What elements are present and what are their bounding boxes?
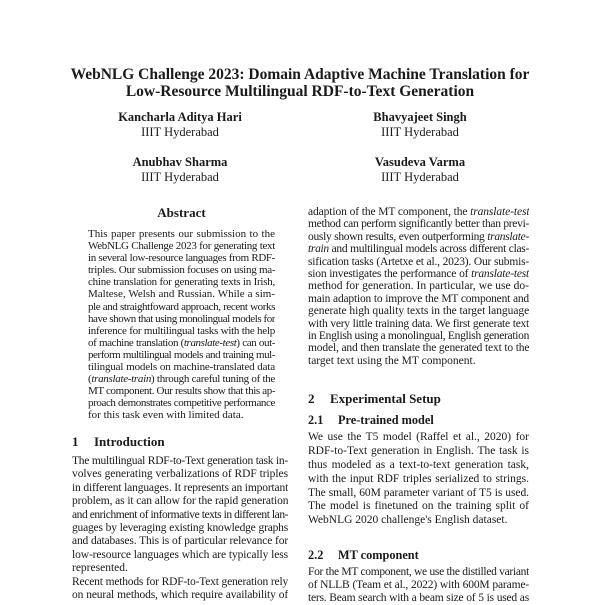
text-line: model, and then translate the generated text to the [308,342,529,355]
subsection-title: MT component [338,548,419,562]
paper-title-line-1: WebNLG Challenge 2023: Domain Adaptive Machine Translation for [70,66,530,83]
text-line: and databases. This is of particular relevance for [72,535,288,548]
section-title: Experimental Setup [330,391,441,406]
text-segment: sion investigates the performance of [308,267,472,280]
text-line: sification tasks (Artetxe et al., 2023). Our submis- [308,255,529,268]
text-line: in English using a monolingual, English generation [308,329,529,342]
italic-term: translate-test [183,336,237,349]
text-line [88,373,275,385]
subsection-title: Pre-trained model [338,413,434,427]
text-line: target text using the MT component. [308,354,476,367]
text-line: thus modeled as a text-to-text generation task, [308,458,529,471]
subsection-number: 2.1 [308,413,324,427]
text-line: with very little training data. We first generate text [308,317,529,330]
text-line [308,243,529,255]
text-line: method can perform significantly better than previ- [308,218,529,231]
text-line: triples. Our submission focuses on using ma- [88,264,275,277]
right-column-intro-continued [308,206,529,367]
text-segment: ( [88,373,92,386]
text-line: represented. [72,562,128,575]
text-line: method for generation. In particular, we use do- [308,280,529,293]
text-line: volves generating verbalizations of RDF triples [72,468,288,481]
intro-body [72,455,288,602]
text-line: for this task even with limited data. [88,409,244,422]
author-affiliation: IIIT Hyderabad [141,125,219,139]
text-line: of NLLB (Team et al., 2022) with 600M parame- [308,579,529,591]
section-2-2-body [308,566,529,605]
text-line: This paper presents our submission to the [88,228,275,240]
text-line: generate high quality texts in the target language [308,305,529,318]
text-line: in several low-resource languages from RDF- [88,252,275,265]
italic-term: translate-test [470,206,529,218]
text-segment: ) through careful tuning of the [151,373,275,386]
text-line: problem, as it can allow for the rapid generation [72,495,288,508]
text-line: chine translation for generating texts in Irish, [88,276,275,289]
subsection-number: 2.2 [308,548,324,562]
author-2 [300,110,540,140]
text-line [88,337,275,349]
author-affiliation: IIIT Hyderabad [141,170,219,184]
text-line: low-resource languages which are typically less [72,548,288,561]
text-line: WebNLG 2020 challenge's English dataset. [308,514,508,527]
text-line: tilingual models on machine-translated data [88,361,275,374]
section-number: 2 [308,391,315,406]
section-title: Introduction [94,434,165,449]
text-line: For the MT component, we use the distilled variant [308,566,529,578]
text-line: ters. Beam search with a beam size of 5 is used as [308,592,529,604]
text-line: perform multilingual models and training mul- [88,348,275,361]
text-line: with the input RDF triples serialized to strings. [308,472,529,485]
text-line: proach demonstrates competitive performance [88,397,275,410]
text-line: WebNLG Challenge 2023 for generating text [88,240,275,253]
text-line: main adaption to improve the MT component and [308,292,529,305]
text-segment: adaption of the MT component, the [308,206,471,218]
author-affiliation: IIIT Hyderabad [381,170,459,184]
author-name: Vasudeva Varma [374,155,466,169]
text-line [308,231,529,243]
text-segment: and multilingual models across different clas- [328,243,529,256]
text-line: have shown that using monolingual models for [88,312,275,325]
text-line [308,206,529,218]
text-line: The small, 60M parameter variant of T5 is used. [308,486,529,499]
section-2-2-heading [308,548,419,563]
text-segment: ously shown results, even outperforming [308,230,488,243]
text-line: We use the T5 model (Raffel et al., 2020) for [308,431,529,443]
abstract-heading: Abstract [157,205,206,220]
text-line [308,268,529,280]
text-line: Maltese, Welsh and Russian. While a sim- [88,288,275,301]
text-line: RDF-to-Text generation in English. The task is [308,444,529,457]
intro-heading [72,434,165,449]
text-line: and enrichment of informative texts in different lan- [72,508,288,521]
author-1 [60,110,300,140]
text-line: guages by leveraging existing knowledge graphs [72,521,288,534]
text-line: ple and straightfoward approach, recent works [88,300,275,313]
section-2-1-body [308,431,529,528]
text-line: inference for multilingual tasks with the help [88,324,275,337]
author-3 [60,155,300,185]
italic-term: translate-train [91,373,152,386]
text-line: MT component. Our results show that this ap- [88,385,275,398]
text-line: in different languages. It represents an important [72,481,288,494]
paper-title-line-2: Low-Resource Multilingual RDF-to-Text Generation [125,83,475,100]
text-line: on neural methods, which require availability of [72,588,288,601]
section-2-1-heading [308,413,434,428]
author-4 [300,155,540,185]
author-name: Anubhav Sharma [132,155,228,169]
abstract-body [88,228,275,422]
author-name: Kancharla Aditya Hari [118,110,242,124]
text-line: Recent methods for RDF-to-Text generation rely [72,575,288,588]
italic-term: translate- [487,230,529,243]
section-2-heading [308,391,441,406]
text-segment: of machine translation ( [88,336,184,349]
text-segment: ) can out- [236,336,275,349]
italic-term: translate-test [471,267,529,280]
section-number: 1 [72,434,79,449]
italic-term: train [308,243,329,256]
author-name: Bhavyajeet Singh [373,110,467,124]
text-line: The model is finetuned on the training split of [308,500,529,513]
text-line: The multilingual RDF-to-Text generation task in- [72,455,288,467]
author-affiliation: IIIT Hyderabad [381,125,459,139]
